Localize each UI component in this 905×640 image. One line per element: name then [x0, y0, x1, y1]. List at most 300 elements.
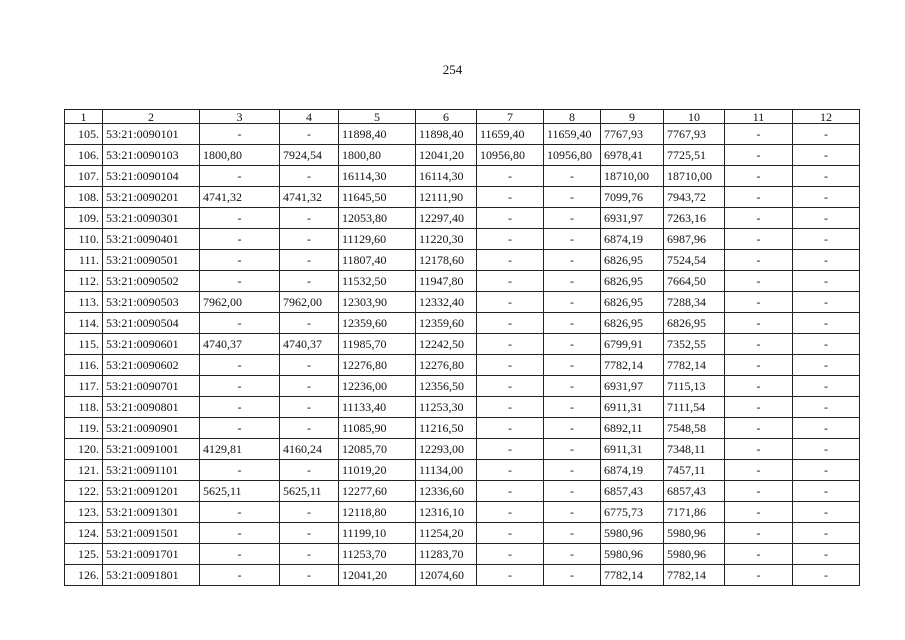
table-cell: 4741,32	[200, 187, 280, 208]
table-cell: 12236,00	[339, 376, 416, 397]
table-cell: 6987,96	[664, 229, 725, 250]
table-cell: 7352,55	[664, 334, 725, 355]
table-cell: -	[280, 397, 339, 418]
table-cell: 53:21:0090104	[103, 166, 200, 187]
table-cell: -	[280, 376, 339, 397]
table-cell: -	[280, 418, 339, 439]
table-cell: 10956,80	[477, 145, 544, 166]
table-cell: 121.	[65, 460, 103, 481]
column-header: 3	[200, 110, 280, 124]
table-cell: -	[200, 208, 280, 229]
table-cell: -	[793, 565, 860, 586]
table-cell: 12356,50	[416, 376, 477, 397]
table-cell: -	[477, 271, 544, 292]
table-cell: 12178,60	[416, 250, 477, 271]
data-table	[64, 109, 860, 586]
table-cell: -	[544, 208, 601, 229]
table-cell: -	[477, 565, 544, 586]
table-cell: 120.	[65, 439, 103, 460]
table-cell: 18710,00	[601, 166, 664, 187]
table-row	[65, 334, 860, 355]
column-header: 2	[103, 110, 200, 124]
table-cell: 7767,93	[601, 124, 664, 145]
table-cell: 5980,96	[601, 544, 664, 565]
table-row	[65, 166, 860, 187]
table-cell: -	[477, 460, 544, 481]
table-cell: -	[200, 229, 280, 250]
table-cell: 6826,95	[601, 292, 664, 313]
table-cell: 6874,19	[601, 229, 664, 250]
table-cell: 7548,58	[664, 418, 725, 439]
table-cell: 105.	[65, 124, 103, 145]
table-cell: 53:21:0090502	[103, 271, 200, 292]
table-cell: 6826,95	[664, 313, 725, 334]
table-cell: 4741,32	[280, 187, 339, 208]
table-cell: 53:21:0090602	[103, 355, 200, 376]
table-cell: -	[725, 208, 793, 229]
table-cell: -	[280, 355, 339, 376]
table-cell: -	[793, 292, 860, 313]
table-cell: -	[477, 355, 544, 376]
column-header: 12	[793, 110, 860, 124]
table-cell: -	[725, 523, 793, 544]
table-cell: -	[280, 124, 339, 145]
table-cell: -	[793, 166, 860, 187]
table-cell: 11659,40	[477, 124, 544, 145]
table-cell: 53:21:0091201	[103, 481, 200, 502]
column-header: 7	[477, 110, 544, 124]
table-cell: 7263,16	[664, 208, 725, 229]
table-cell: 6874,19	[601, 460, 664, 481]
table-cell: 12293,00	[416, 439, 477, 460]
table-cell: 7111,54	[664, 397, 725, 418]
table-cell: -	[477, 334, 544, 355]
table-cell: 6892,11	[601, 418, 664, 439]
table-cell: -	[793, 418, 860, 439]
table-cell: -	[544, 166, 601, 187]
table-cell: -	[544, 355, 601, 376]
table-cell: 53:21:0090901	[103, 418, 200, 439]
table-cell: -	[793, 439, 860, 460]
column-header: 8	[544, 110, 601, 124]
table-cell: 5980,96	[664, 544, 725, 565]
table-cell: 12053,80	[339, 208, 416, 229]
table-cell: 114.	[65, 313, 103, 334]
table-cell: -	[200, 544, 280, 565]
table-row	[65, 124, 860, 145]
table-row	[65, 565, 860, 586]
column-header: 5	[339, 110, 416, 124]
table-cell: 12277,60	[339, 481, 416, 502]
table-cell: 11254,20	[416, 523, 477, 544]
table-cell: 11220,30	[416, 229, 477, 250]
table-cell: 126.	[65, 565, 103, 586]
table-cell: -	[725, 166, 793, 187]
table-cell: -	[477, 397, 544, 418]
table-cell: 11199,10	[339, 523, 416, 544]
table-cell: -	[793, 313, 860, 334]
table-cell: 11134,00	[416, 460, 477, 481]
table-cell: 4129,81	[200, 439, 280, 460]
table-cell: -	[725, 355, 793, 376]
table-cell: 5625,11	[200, 481, 280, 502]
table-cell: 11659,40	[544, 124, 601, 145]
header-row	[65, 110, 860, 124]
table-cell: 6775,73	[601, 502, 664, 523]
table-cell: 7962,00	[200, 292, 280, 313]
table-cell: 5980,96	[664, 523, 725, 544]
table-cell: 53:21:0090501	[103, 250, 200, 271]
table-cell: 12316,10	[416, 502, 477, 523]
table-cell: 7767,93	[664, 124, 725, 145]
table-cell: -	[793, 145, 860, 166]
table-cell: 7524,54	[664, 250, 725, 271]
table-cell: 53:21:0090801	[103, 397, 200, 418]
table-cell: 7725,51	[664, 145, 725, 166]
table-cell: 7943,72	[664, 187, 725, 208]
column-header: 4	[280, 110, 339, 124]
table-cell: -	[725, 376, 793, 397]
table-cell: 7782,14	[664, 565, 725, 586]
table-cell: 18710,00	[664, 166, 725, 187]
table-cell: -	[280, 208, 339, 229]
table-cell: -	[725, 292, 793, 313]
table-cell: 7171,86	[664, 502, 725, 523]
table-cell: -	[725, 544, 793, 565]
table-cell: -	[544, 187, 601, 208]
table-cell: -	[280, 565, 339, 586]
table-cell: -	[280, 271, 339, 292]
table-cell: -	[280, 250, 339, 271]
table-cell: -	[544, 565, 601, 586]
table-cell: -	[544, 313, 601, 334]
table-cell: 11898,40	[339, 124, 416, 145]
table-cell: -	[793, 355, 860, 376]
page-number: 254	[442, 62, 463, 77]
table-cell: -	[477, 481, 544, 502]
table-cell: -	[200, 271, 280, 292]
table-cell: -	[793, 229, 860, 250]
table-cell: 12303,90	[339, 292, 416, 313]
table-cell: -	[477, 523, 544, 544]
table-cell: -	[793, 502, 860, 523]
table-cell: 16114,30	[416, 166, 477, 187]
table-cell: -	[477, 229, 544, 250]
table-row	[65, 208, 860, 229]
column-header: 11	[725, 110, 793, 124]
table-cell: 53:21:0090201	[103, 187, 200, 208]
table-cell: 53:21:0090503	[103, 292, 200, 313]
table-cell: 1800,80	[200, 145, 280, 166]
table-cell: 11532,50	[339, 271, 416, 292]
table-cell: -	[544, 502, 601, 523]
table-cell: 7099,76	[601, 187, 664, 208]
table-cell: -	[793, 376, 860, 397]
table-cell: 11253,30	[416, 397, 477, 418]
table-cell: -	[200, 250, 280, 271]
table-cell: 117.	[65, 376, 103, 397]
table-cell: 123.	[65, 502, 103, 523]
table-cell: -	[725, 397, 793, 418]
table-row	[65, 187, 860, 208]
table-cell: -	[544, 376, 601, 397]
table-cell: -	[280, 502, 339, 523]
table-cell: -	[725, 271, 793, 292]
table-row	[65, 229, 860, 250]
table-cell: 112.	[65, 271, 103, 292]
table-cell: -	[793, 460, 860, 481]
column-header: 6	[416, 110, 477, 124]
table-cell: -	[544, 460, 601, 481]
table-cell: 53:21:0090504	[103, 313, 200, 334]
table-cell: -	[280, 166, 339, 187]
table-cell: 53:21:0090701	[103, 376, 200, 397]
table-cell: 12074,60	[416, 565, 477, 586]
table-cell: -	[477, 208, 544, 229]
table-row	[65, 397, 860, 418]
table-cell: -	[725, 313, 793, 334]
table-cell: -	[477, 250, 544, 271]
table-cell: -	[200, 397, 280, 418]
table-cell: -	[725, 460, 793, 481]
table-cell: 6826,95	[601, 313, 664, 334]
table-cell: -	[477, 292, 544, 313]
table-cell: 7962,00	[280, 292, 339, 313]
table-cell: 111.	[65, 250, 103, 271]
table-cell: 7288,34	[664, 292, 725, 313]
table-cell: 12276,80	[339, 355, 416, 376]
table-cell: 110.	[65, 229, 103, 250]
table-cell: -	[793, 334, 860, 355]
table-cell: 53:21:0090103	[103, 145, 200, 166]
table-cell: -	[725, 145, 793, 166]
table-cell: 12111,90	[416, 187, 477, 208]
table-cell: 11898,40	[416, 124, 477, 145]
table-cell: 53:21:0090101	[103, 124, 200, 145]
table-cell: 53:21:0091801	[103, 565, 200, 586]
table-cell: 109.	[65, 208, 103, 229]
table-cell: -	[544, 523, 601, 544]
table-cell: 12332,40	[416, 292, 477, 313]
table-cell: 11645,50	[339, 187, 416, 208]
table-cell: 108.	[65, 187, 103, 208]
table-cell: 122.	[65, 481, 103, 502]
table-cell: 119.	[65, 418, 103, 439]
table-cell: 118.	[65, 397, 103, 418]
table-cell: -	[725, 187, 793, 208]
table-cell: 11085,90	[339, 418, 416, 439]
table-cell: 6911,31	[601, 397, 664, 418]
table-cell: -	[725, 334, 793, 355]
table-cell: 116.	[65, 355, 103, 376]
table-cell: -	[725, 481, 793, 502]
table-cell: 7115,13	[664, 376, 725, 397]
table-cell: -	[477, 313, 544, 334]
table-row	[65, 145, 860, 166]
table-cell: -	[793, 271, 860, 292]
table-row	[65, 523, 860, 544]
table-cell: 7924,54	[280, 145, 339, 166]
table-cell: 6826,95	[601, 271, 664, 292]
table-row	[65, 250, 860, 271]
table-cell: -	[793, 208, 860, 229]
table-cell: -	[544, 292, 601, 313]
table-cell: 6978,41	[601, 145, 664, 166]
table-cell: 16114,30	[339, 166, 416, 187]
table-cell: 11253,70	[339, 544, 416, 565]
table-cell: -	[725, 124, 793, 145]
table-cell: 10956,80	[544, 145, 601, 166]
table-cell: -	[200, 565, 280, 586]
table-cell: 6931,97	[601, 208, 664, 229]
table-row	[65, 439, 860, 460]
table-cell: 11133,40	[339, 397, 416, 418]
table-cell: 6857,43	[601, 481, 664, 502]
table-cell: -	[793, 544, 860, 565]
table-cell: 4740,37	[280, 334, 339, 355]
table-cell: 12276,80	[416, 355, 477, 376]
table-cell: 11216,50	[416, 418, 477, 439]
table-cell: 53:21:0090301	[103, 208, 200, 229]
table-cell: -	[793, 250, 860, 271]
table-body	[65, 124, 860, 586]
table-cell: 53:21:0091101	[103, 460, 200, 481]
table-cell: 11947,80	[416, 271, 477, 292]
table-cell: 6931,97	[601, 376, 664, 397]
table-row	[65, 544, 860, 565]
table-cell: -	[725, 250, 793, 271]
table-cell: 125.	[65, 544, 103, 565]
table-cell: 7664,50	[664, 271, 725, 292]
table-cell: -	[793, 187, 860, 208]
table-cell: 12118,80	[339, 502, 416, 523]
table-cell: 12041,20	[339, 565, 416, 586]
table-cell: 6857,43	[664, 481, 725, 502]
table-cell: -	[200, 418, 280, 439]
column-header: 9	[601, 110, 664, 124]
table-cell: -	[280, 544, 339, 565]
table-cell: -	[725, 502, 793, 523]
table-cell: -	[200, 460, 280, 481]
table-cell: -	[725, 229, 793, 250]
table-cell: -	[793, 523, 860, 544]
table-cell: 11283,70	[416, 544, 477, 565]
table-cell: -	[725, 439, 793, 460]
table-row	[65, 460, 860, 481]
table-cell: -	[200, 376, 280, 397]
table-cell: -	[793, 397, 860, 418]
table-cell: -	[544, 439, 601, 460]
table-row	[65, 418, 860, 439]
table-cell: -	[544, 271, 601, 292]
table-cell: 12041,20	[416, 145, 477, 166]
table-cell: 12336,60	[416, 481, 477, 502]
table-cell: 11129,60	[339, 229, 416, 250]
column-header: 10	[664, 110, 725, 124]
table-cell: 6911,31	[601, 439, 664, 460]
table-cell: 4740,37	[200, 334, 280, 355]
table-cell: 6826,95	[601, 250, 664, 271]
table-cell: 12242,50	[416, 334, 477, 355]
table-cell: -	[544, 481, 601, 502]
table-cell: -	[793, 481, 860, 502]
table-cell: 5625,11	[280, 481, 339, 502]
table-cell: -	[544, 229, 601, 250]
table-row	[65, 271, 860, 292]
table-cell: -	[200, 502, 280, 523]
table-cell: -	[477, 418, 544, 439]
table-cell: -	[200, 313, 280, 334]
table-cell: 115.	[65, 334, 103, 355]
table-cell: 53:21:0091001	[103, 439, 200, 460]
table-cell: -	[725, 418, 793, 439]
table-cell: -	[477, 187, 544, 208]
table-cell: -	[544, 397, 601, 418]
table-cell: 5980,96	[601, 523, 664, 544]
table-cell: 53:21:0090401	[103, 229, 200, 250]
table-cell: -	[477, 376, 544, 397]
table-cell: -	[200, 166, 280, 187]
table-cell: 53:21:0090601	[103, 334, 200, 355]
table-cell: -	[200, 355, 280, 376]
table-cell: -	[477, 439, 544, 460]
table-cell: 53:21:0091501	[103, 523, 200, 544]
table-cell: -	[200, 124, 280, 145]
table-cell: -	[477, 166, 544, 187]
table-cell: -	[280, 523, 339, 544]
table-cell: 106.	[65, 145, 103, 166]
table-row	[65, 481, 860, 502]
table-cell: 53:21:0091701	[103, 544, 200, 565]
table-cell: 107.	[65, 166, 103, 187]
table-cell: 6799,91	[601, 334, 664, 355]
table-row	[65, 313, 860, 334]
table-row	[65, 376, 860, 397]
table-row	[65, 292, 860, 313]
table-cell: 12359,60	[416, 313, 477, 334]
table-cell: -	[544, 250, 601, 271]
table-cell: 11985,70	[339, 334, 416, 355]
table-cell: 11019,20	[339, 460, 416, 481]
column-header: 1	[65, 110, 103, 124]
table-cell: 1800,80	[339, 145, 416, 166]
table-cell: 7457,11	[664, 460, 725, 481]
table-cell: 53:21:0091301	[103, 502, 200, 523]
table-cell: 12085,70	[339, 439, 416, 460]
table-cell: 7782,14	[601, 565, 664, 586]
table-cell: 124.	[65, 523, 103, 544]
table-cell: 12297,40	[416, 208, 477, 229]
table-row	[65, 502, 860, 523]
table-cell: -	[725, 565, 793, 586]
table-cell: -	[544, 334, 601, 355]
table-cell: 113.	[65, 292, 103, 313]
table-cell: 7782,14	[601, 355, 664, 376]
table-cell: -	[477, 544, 544, 565]
table-cell: -	[544, 418, 601, 439]
table-cell: -	[200, 523, 280, 544]
table-cell: -	[477, 502, 544, 523]
table-cell: 7782,14	[664, 355, 725, 376]
table-cell: -	[280, 229, 339, 250]
table-cell: 11807,40	[339, 250, 416, 271]
table-cell: -	[544, 544, 601, 565]
table-row	[65, 355, 860, 376]
table-cell: 4160,24	[280, 439, 339, 460]
table-cell: 12359,60	[339, 313, 416, 334]
table-cell: -	[793, 124, 860, 145]
table-cell: 7348,11	[664, 439, 725, 460]
